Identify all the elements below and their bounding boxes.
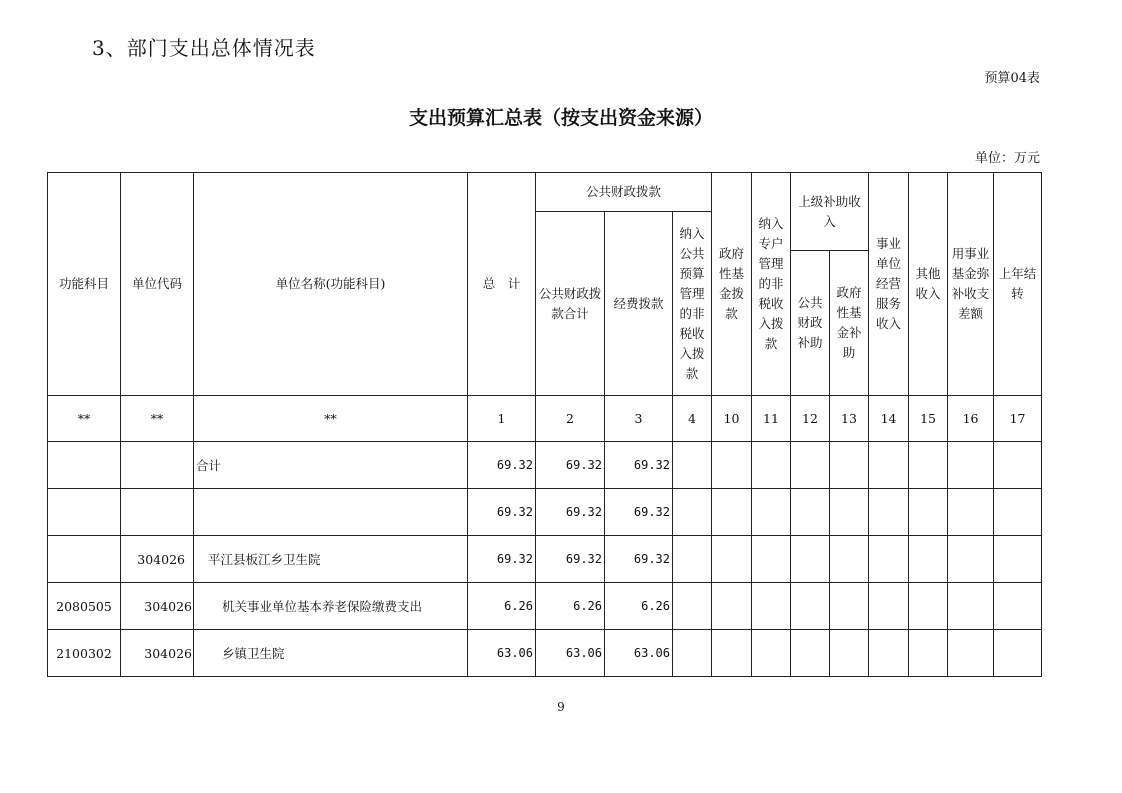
table-row <box>48 489 1042 536</box>
pf-total-cell: 69.32 <box>536 536 605 583</box>
code-cell <box>121 442 194 489</box>
page-number: 9 <box>557 700 565 714</box>
index-cell: 3 <box>605 396 673 442</box>
operating-cell: 69.32 <box>605 536 673 583</box>
index-cell: 16 <box>948 396 994 442</box>
total-cell: 69.32 <box>468 489 536 536</box>
index-cell: 12 <box>791 396 830 442</box>
form-number: 预算04表 <box>984 71 1040 86</box>
header-unit-name: 单位名称(功能科目) <box>194 173 468 396</box>
index-cell: 14 <box>869 396 909 442</box>
index-cell: 2 <box>536 396 605 442</box>
func-cell <box>48 536 121 583</box>
func-cell: 2100302 <box>48 630 121 677</box>
index-row <box>48 396 1042 442</box>
func-cell <box>48 489 121 536</box>
total-cell: 69.32 <box>468 536 536 583</box>
index-cell: 4 <box>673 396 712 442</box>
name-cell: 机关事业单位基本养老保险缴费支出 <box>194 583 468 630</box>
code-cell <box>121 489 194 536</box>
operating-cell: 69.32 <box>605 489 673 536</box>
header-carryover: 上年结转 <box>994 173 1042 396</box>
operating-cell: 6.26 <box>605 583 673 630</box>
header-unit-code: 单位代码 <box>121 173 194 396</box>
index-cell: ** <box>121 396 194 442</box>
index-cell: 10 <box>712 396 752 442</box>
table-row <box>48 630 1042 677</box>
pf-total-cell: 69.32 <box>536 442 605 489</box>
header-special-nontax: 纳入专户管理的非税收入拨款 <box>752 173 791 396</box>
header-total: 总 计 <box>468 173 536 396</box>
table-title: 支出预算汇总表（按支出资金来源） <box>408 107 713 129</box>
header-business-income: 事业单位经营服务收入 <box>869 173 909 396</box>
header-nontax-budget: 纳入公共预算管理的非税收入拨款 <box>673 212 712 396</box>
unit-label: 单位：万元 <box>974 151 1040 166</box>
pf-total-cell: 63.06 <box>536 630 605 677</box>
header-public-finance: 公共财政拨款 <box>536 173 712 212</box>
total-cell: 6.26 <box>468 583 536 630</box>
index-cell: 11 <box>752 396 791 442</box>
index-cell: ** <box>48 396 121 442</box>
pf-total-cell: 69.32 <box>536 489 605 536</box>
page-heading: 3、部门支出总体情况表 <box>92 36 316 60</box>
name-cell: 平江县板江乡卫生院 <box>194 536 468 583</box>
func-cell <box>48 442 121 489</box>
pf-total-cell: 6.26 <box>536 583 605 630</box>
index-cell: 13 <box>830 396 869 442</box>
header-pf-total: 公共财政拨款合计 <box>536 212 605 396</box>
header-superior-subsidy: 上级补助收入 <box>791 173 869 251</box>
total-cell: 69.32 <box>468 442 536 489</box>
table-row <box>48 583 1042 630</box>
code-cell: 304026 <box>121 630 194 677</box>
code-cell: 304026 <box>121 536 194 583</box>
header-func-subject: 功能科目 <box>48 173 121 396</box>
name-cell <box>194 489 468 536</box>
header-fund-make-up: 用事业基金弥补收支差额 <box>948 173 994 396</box>
operating-cell: 63.06 <box>605 630 673 677</box>
operating-cell: 69.32 <box>605 442 673 489</box>
index-cell: 15 <box>909 396 948 442</box>
name-cell: 乡镇卫生院 <box>194 630 468 677</box>
header-operating-funds: 经费拨款 <box>605 212 673 396</box>
index-cell: 1 <box>468 396 536 442</box>
table-row <box>48 442 1042 489</box>
code-cell: 304026 <box>121 583 194 630</box>
name-cell: 合计 <box>194 442 468 489</box>
expenditure-table <box>47 172 1042 677</box>
index-cell: 17 <box>994 396 1042 442</box>
header-public-subsidy: 公共财政补助 <box>791 251 830 396</box>
header-gov-fund: 政府性基金拨款 <box>712 173 752 396</box>
index-cell: ** <box>194 396 468 442</box>
table-row <box>48 536 1042 583</box>
header-gov-fund-subsidy: 政府性基金补助 <box>830 251 869 396</box>
header-other-income: 其他收入 <box>909 173 948 396</box>
func-cell: 2080505 <box>48 583 121 630</box>
total-cell: 63.06 <box>468 630 536 677</box>
